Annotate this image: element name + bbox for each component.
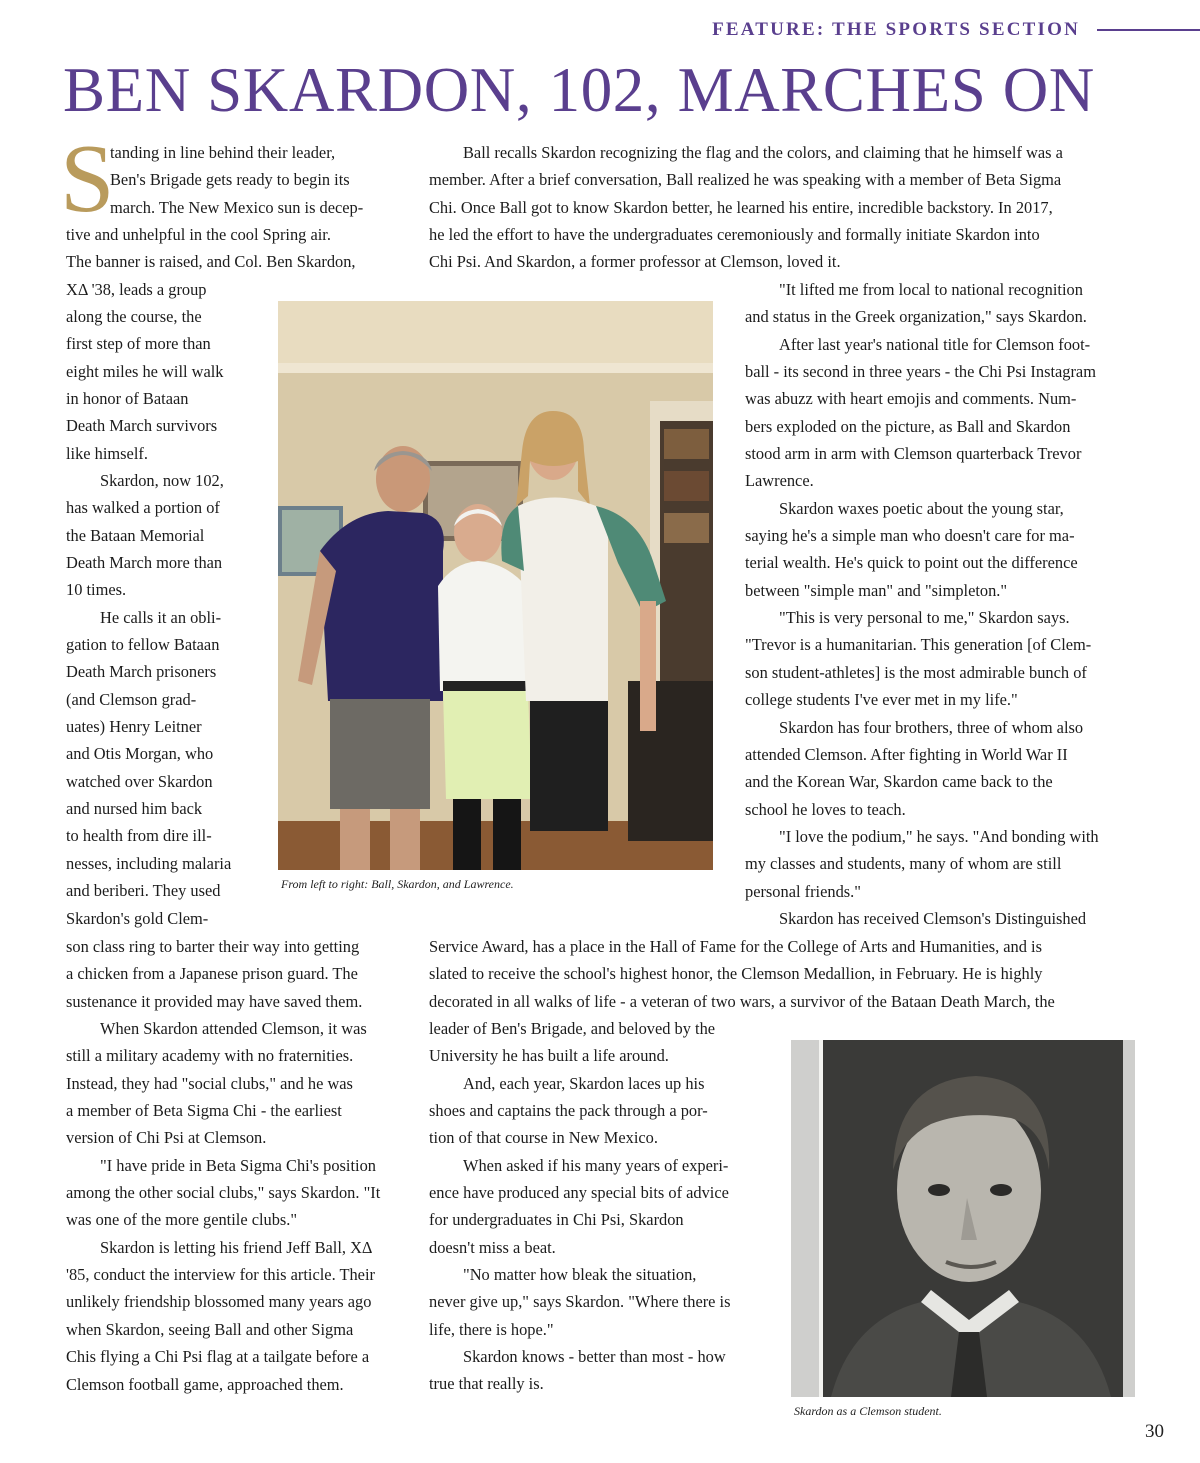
text-line: "Trevor is a humanitarian. This generation [of Clem- [745,635,1092,655]
text-line: ence have produced any special bits of advice [429,1183,729,1203]
bottom-mid-column [429,1015,731,1398]
text-line: Clemson football game, approached them. [66,1374,344,1394]
intro-line: Ben's Brigade gets ready to begin its [110,170,350,190]
text-line: son class ring to barter their way into getting [66,937,360,956]
right-column [745,276,1099,932]
text-line: doesn't miss a beat. [429,1237,556,1257]
text-line: life, there is hope." [429,1319,554,1339]
text-line: watched over Skardon [66,771,213,791]
text-line: attended Clemson. After fighting in World War II [745,744,1068,764]
text-line: college students I've ever met in my life." [745,690,1018,710]
text-line: for undergraduates in Chi Psi, Skardon [429,1210,684,1230]
text-line: "It lifted me from local to national recognition [779,280,1083,299]
yearbook-photo-caption: Skardon as a Clemson student. [794,1404,942,1418]
text-line: decorated in all walks of life - a veteran of two wars, a survivor of the Bataan Death March, the [429,991,1055,1011]
text-line: Skardon, now 102, [100,471,224,490]
section-label: FEATURE: THE SPORTS SECTION [712,19,1080,40]
text-line: When Skardon attended Clemson, it was [100,1019,367,1039]
text-line: sustenance it provided may have saved them. [66,991,363,1011]
text-line: Chi. Once Ball got to know Skardon better, he learned his entire, incredible backstory. In 2017, [429,197,1053,217]
paragraph [745,331,1099,495]
intro-line: eight miles he will walk [66,361,224,381]
text-line: slated to receive the school's highest honor, the Clemson Medallion, in February. He is highly [429,964,1043,984]
text-line: between "simple man" and "simpleton." [745,580,1008,600]
text-line: Skardon knows - better than most - how [463,1347,726,1367]
yearbook-photo-illustration [791,1040,1135,1397]
group-photo-caption: From left to right: Ball, Skardon, and Lawrence. [281,877,514,891]
text-line: my classes and students, many of whom are still [745,854,1062,874]
paragraph [745,604,1099,713]
paragraph [66,604,231,932]
group-photo [278,301,713,870]
text-line: never give up," says Skardon. "Where there is [429,1292,731,1312]
text-line: "I love the podium," he says. "And bonding with [779,826,1099,846]
page-number: 30 [1145,1421,1164,1442]
text-line: version of Chi Psi at Clemson. [66,1128,267,1148]
text-line: was one of the more gentile clubs." [66,1210,298,1230]
left-column-lower [66,933,380,1398]
text-line: true that really is. [429,1374,544,1394]
intro-line: tive and unhelpful in the cool Spring air. [66,225,331,245]
intro-line: march. The New Mexico sun is decep- [110,197,364,217]
text-line: Instead, they had "social clubs," and he was [66,1073,353,1093]
text-line: still a military academy with no fraternities. [66,1046,354,1066]
text-line: Service Award, has a place in the Hall of Fame for the College of Arts and Humanities, and is [429,937,1042,956]
intro-line: in honor of Bataan [66,389,189,409]
text-line: Skardon has received Clemson's Distinguished [779,908,1087,928]
text-line: gation to fellow Bataan [66,635,220,655]
paragraph [429,139,1063,276]
text-line: 10 times. [66,580,127,600]
text-line: uates) Henry Leitner [66,717,202,737]
text-line: '85, conduct the interview for this article. Their [66,1265,375,1285]
yearbook-photo [791,1040,1135,1397]
text-line: Skardon is letting his friend Jeff Ball, XΔ [100,1237,373,1257]
group-photo-illustration [278,301,713,870]
text-line: "I have pride in Beta Sigma Chi's position [100,1155,376,1175]
text-line: son student-athletes] is the most admirable bunch of [745,662,1087,682]
intro-line: Death March survivors [66,416,218,436]
intro-line: like himself. [66,443,148,463]
paragraph [66,933,380,1015]
text-line: saying he's a simple man who doesn't care for ma- [745,526,1075,546]
text-line: personal friends." [745,881,861,901]
text-line: tion of that course in New Mexico. [429,1128,658,1148]
text-line: when Skardon, seeing Ball and other Sigma [66,1319,354,1339]
paragraph [66,1152,380,1234]
text-line: among the other social clubs," says Skardon. "It [66,1183,381,1203]
paragraph [429,1070,731,1152]
text-line: shoes and captains the pack through a por- [429,1101,708,1121]
paragraph [429,1152,731,1261]
text-line: "This is very personal to me," Skardon says. [779,608,1070,628]
text-line: unlikely friendship blossomed many years ago [66,1292,372,1312]
text-line: Lawrence. [745,471,814,491]
text-line: Death March more than [66,553,223,573]
text-line: and nursed him back [66,799,203,819]
text-line: leader of Ben's Brigade, and beloved by the [429,1019,716,1038]
paragraph [429,1015,731,1070]
text-line: nesses, including malaria [66,853,232,873]
text-line: school he loves to teach. [745,799,906,819]
paragraph [66,467,231,604]
text-line: Death March prisoners [66,662,217,682]
narrow-column [66,467,231,932]
text-line: to health from dire ill- [66,826,212,846]
intro-line: along the course, the [66,307,202,327]
paragraph [66,1234,380,1398]
text-line: "No matter how bleak the situation, [463,1265,697,1285]
paragraph [745,276,1099,331]
text-line: has walked a portion of [66,498,220,518]
top-wide-text [429,139,1063,276]
paragraph [745,823,1099,905]
text-line: and beriberi. They used [66,881,221,901]
paragraph [66,1015,380,1152]
text-line: Chis flying a Chi Psi flag at a tailgate before a [66,1347,370,1367]
text-line: Skardon's gold Clem- [66,908,209,928]
text-line: Skardon waxes poetic about the young star, [779,498,1064,518]
paragraph [745,495,1099,604]
text-line: the Bataan Memorial [66,525,205,545]
text-line: was abuzz with heart emojis and comments. Num- [745,389,1077,409]
paragraph [429,933,1055,1015]
text-line: and the Korean War, Skardon came back to the [745,772,1053,792]
text-line: And, each year, Skardon laces up his [463,1073,705,1093]
paragraph [745,905,1099,932]
text-line: stood arm in arm with Clemson quarterback Trevor [745,444,1082,464]
drop-cap: S [60,125,115,233]
text-line: Ball recalls Skardon recognizing the flag and the colors, and claiming that he himself was a [463,143,1063,162]
text-line: (and Clemson grad- [66,689,197,709]
intro-line: The banner is raised, and Col. Ben Skardon, [66,252,356,272]
text-line: and status in the Greek organization," says Skardon. [745,307,1087,327]
text-line: He calls it an obli- [100,607,222,627]
text-line: terial wealth. He's quick to point out the difference [745,553,1078,573]
intro-line: XΔ '38, leads a group [66,279,207,299]
intro-line: tanding in line behind their leader, [110,143,336,162]
text-line: Skardon has four brothers, three of whom also [779,717,1084,737]
text-line: and Otis Morgan, who [66,744,214,764]
text-line: bers exploded on the picture, as Ball and Skardon [745,416,1071,436]
paragraph [429,1261,731,1343]
paragraph [745,714,1099,823]
text-line: After last year's national title for Clemson foot- [779,334,1091,354]
text-line: a member of Beta Sigma Chi - the earliest [66,1101,342,1121]
paragraph [429,1343,731,1398]
text-line: ball - its second in three years - the Chi Psi Instagram [745,362,1096,382]
headline: BEN SKARDON, 102, MARCHES ON [63,55,1095,125]
text-line: Chi Psi. And Skardon, a former professor at Clemson, loved it. [429,252,841,272]
text-line: When asked if his many years of experi- [463,1155,729,1175]
intro-line: first step of more than [66,334,211,354]
text-line: a chicken from a Japanese prison guard. The [66,964,358,984]
section-rule [1097,29,1200,31]
text-line: member. After a brief conversation, Ball realized he was speaking with a member of Beta Sigma [429,170,1062,190]
mid-wide-text [429,933,1055,1015]
text-line: he led the effort to have the undergraduates ceremoniously and formally initiate Skardon into [429,225,1040,245]
text-line: University he has built a life around. [429,1046,669,1066]
